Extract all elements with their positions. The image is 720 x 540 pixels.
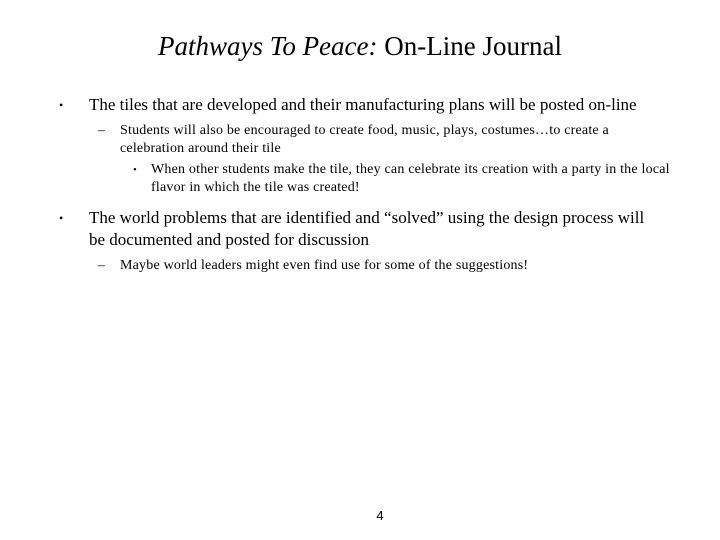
slide-title [0, 29, 720, 63]
bullet-text: The world problems that are identified and “solved” using the design process will be documented and posted for discussion [89, 208, 645, 249]
dot-marker: • [133, 164, 138, 176]
slide-title-emphasis: Pathways To Peace: [158, 31, 378, 61]
bullet-text: The tiles that are developed and their manufacturing plans will be posted on-line [89, 95, 637, 114]
sub-bullet-text: Maybe world leaders might even find use for some of the suggestions! [120, 258, 529, 273]
bullet-item-1 [59, 94, 649, 116]
slide-title-rest: On-Line Journal [377, 31, 562, 61]
sub-sub-bullet-item-1 [133, 161, 671, 197]
dash-marker: – [98, 258, 106, 273]
page-number: 4 [376, 508, 384, 523]
bullet-item-2 [59, 207, 649, 251]
dash-marker: – [98, 123, 106, 138]
sub-bullet-text: Students will also be encouraged to create food, music, plays, costumes…to create a celebration around their tile [120, 123, 609, 156]
sub-bullet-item-2 [98, 257, 670, 275]
bullet-marker: • [59, 211, 64, 225]
sub-sub-bullet-text: When other students make the tile, they can celebrate its creation with a party in the local flavor in which the tile was created! [151, 162, 670, 195]
sub-bullet-item-1 [98, 122, 670, 158]
slide-content [0, 94, 720, 275]
bullet-marker: • [59, 98, 64, 112]
